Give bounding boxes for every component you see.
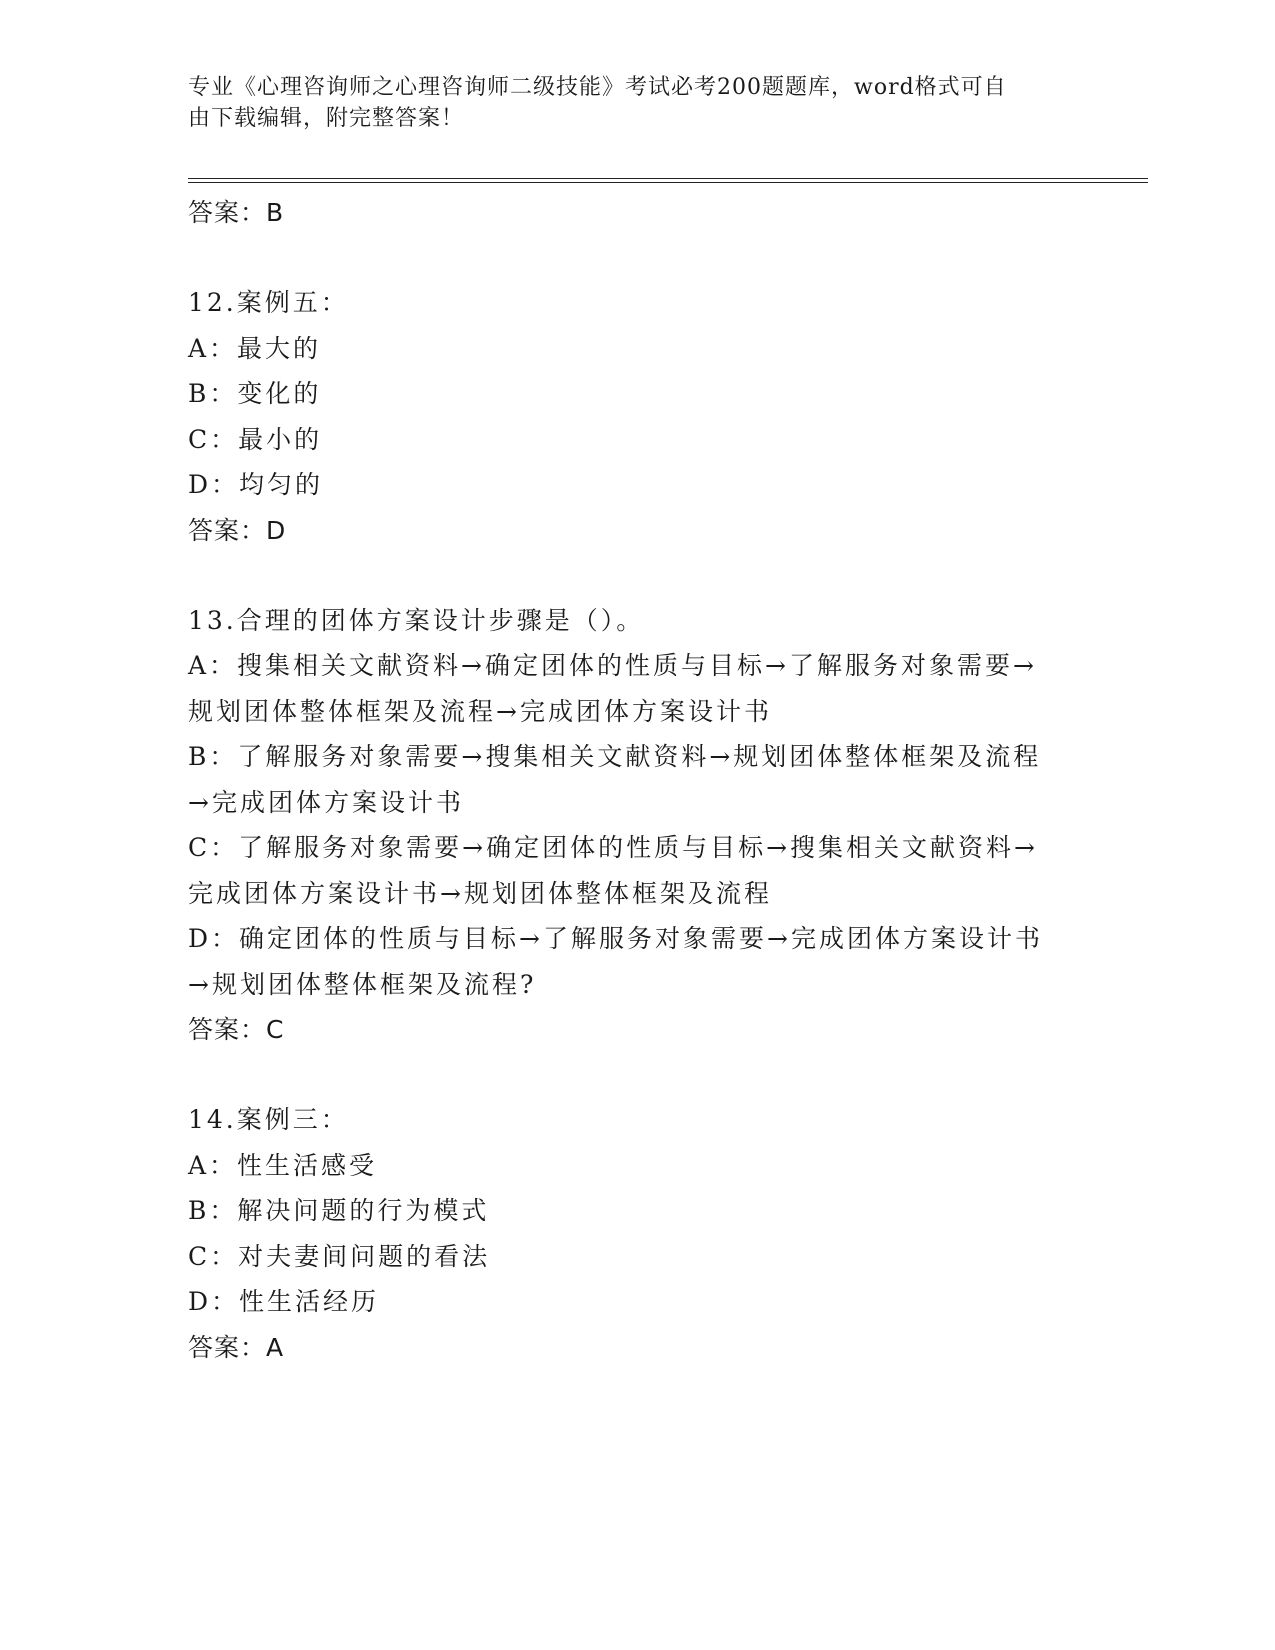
option-text-line: B：解决问题的行为模式 <box>188 1196 490 1225</box>
document-body <box>188 190 1088 1371</box>
answer-prefix: 答案： <box>188 515 267 545</box>
answer-prefix: 答案： <box>188 1332 267 1362</box>
option-text-line: B：变化的 <box>188 379 322 408</box>
question-block <box>188 280 1088 554</box>
answer-prefix: 答案： <box>188 198 267 227</box>
answer-prefix: 答案： <box>188 1015 267 1044</box>
question-answer <box>188 1325 1088 1371</box>
question-block <box>188 1097 1088 1371</box>
option-text-line: A：性生活感受 <box>188 1150 378 1180</box>
answer-value: B <box>266 198 285 227</box>
option-text-line: C：了解服务对象需要→确定团体的性质与目标→搜集相关文献资料→ <box>188 833 1038 862</box>
question-block <box>188 598 1088 1054</box>
answer-option <box>188 1143 1088 1189</box>
option-text-line: 规划团体整体框架及流程→完成团体方案设计书 <box>188 696 772 726</box>
answer-option <box>188 916 1088 1007</box>
question-title: 13.合理的团体方案设计步骤是（）。 <box>188 605 645 635</box>
option-text-line: →规划团体整体框架及流程? <box>188 969 537 999</box>
option-text-line: D：确定团体的性质与目标→了解服务对象需要→完成团体方案设计书 <box>188 924 1043 953</box>
question-title: 14.案例三： <box>188 1105 349 1134</box>
answer-option <box>188 1279 1088 1325</box>
option-text-line: A：最大的 <box>188 333 322 363</box>
answer-option <box>188 462 1088 508</box>
option-text-line: D：性生活经历 <box>188 1287 380 1316</box>
previous-answer <box>188 190 1088 236</box>
answer-option <box>188 417 1088 463</box>
header-divider-bottom <box>188 182 1148 183</box>
question-answer <box>188 508 1088 554</box>
option-text-line: C：最小的 <box>188 424 323 454</box>
question-list <box>188 280 1088 1371</box>
document-header <box>188 72 1068 134</box>
answer-option <box>188 825 1088 916</box>
answer-value: C <box>266 1015 285 1044</box>
question-answer <box>188 1007 1088 1053</box>
option-text-line: A：搜集相关文献资料→确定团体的性质与目标→了解服务对象需要→ <box>188 651 1037 680</box>
option-text-line: 完成团体方案设计书→规划团体整体框架及流程 <box>188 878 772 908</box>
answer-value: A <box>266 1332 285 1362</box>
answer-option <box>188 1234 1088 1280</box>
answer-option <box>188 734 1088 825</box>
option-text-line: B：了解服务对象需要→搜集相关文献资料→规划团体整体框架及流程 <box>188 742 1042 771</box>
answer-option <box>188 1188 1088 1234</box>
answer-option <box>188 326 1088 372</box>
header-line-1: 专业《心理咨询师之心理咨询师二级技能》考试必考200题题库，word格式可自 <box>188 75 1007 100</box>
answer-option <box>188 643 1088 734</box>
header-divider-top <box>188 178 1148 179</box>
option-text-line: C：对夫妻间问题的看法 <box>188 1241 491 1271</box>
header-line-2: 由下载编辑，附完整答案！ <box>188 106 465 131</box>
answer-option <box>188 371 1088 417</box>
option-text-line: →完成团体方案设计书 <box>188 787 464 817</box>
option-text-line: D：均匀的 <box>188 470 324 499</box>
answer-value: D <box>266 515 287 545</box>
question-title: 12.案例五： <box>188 288 349 317</box>
